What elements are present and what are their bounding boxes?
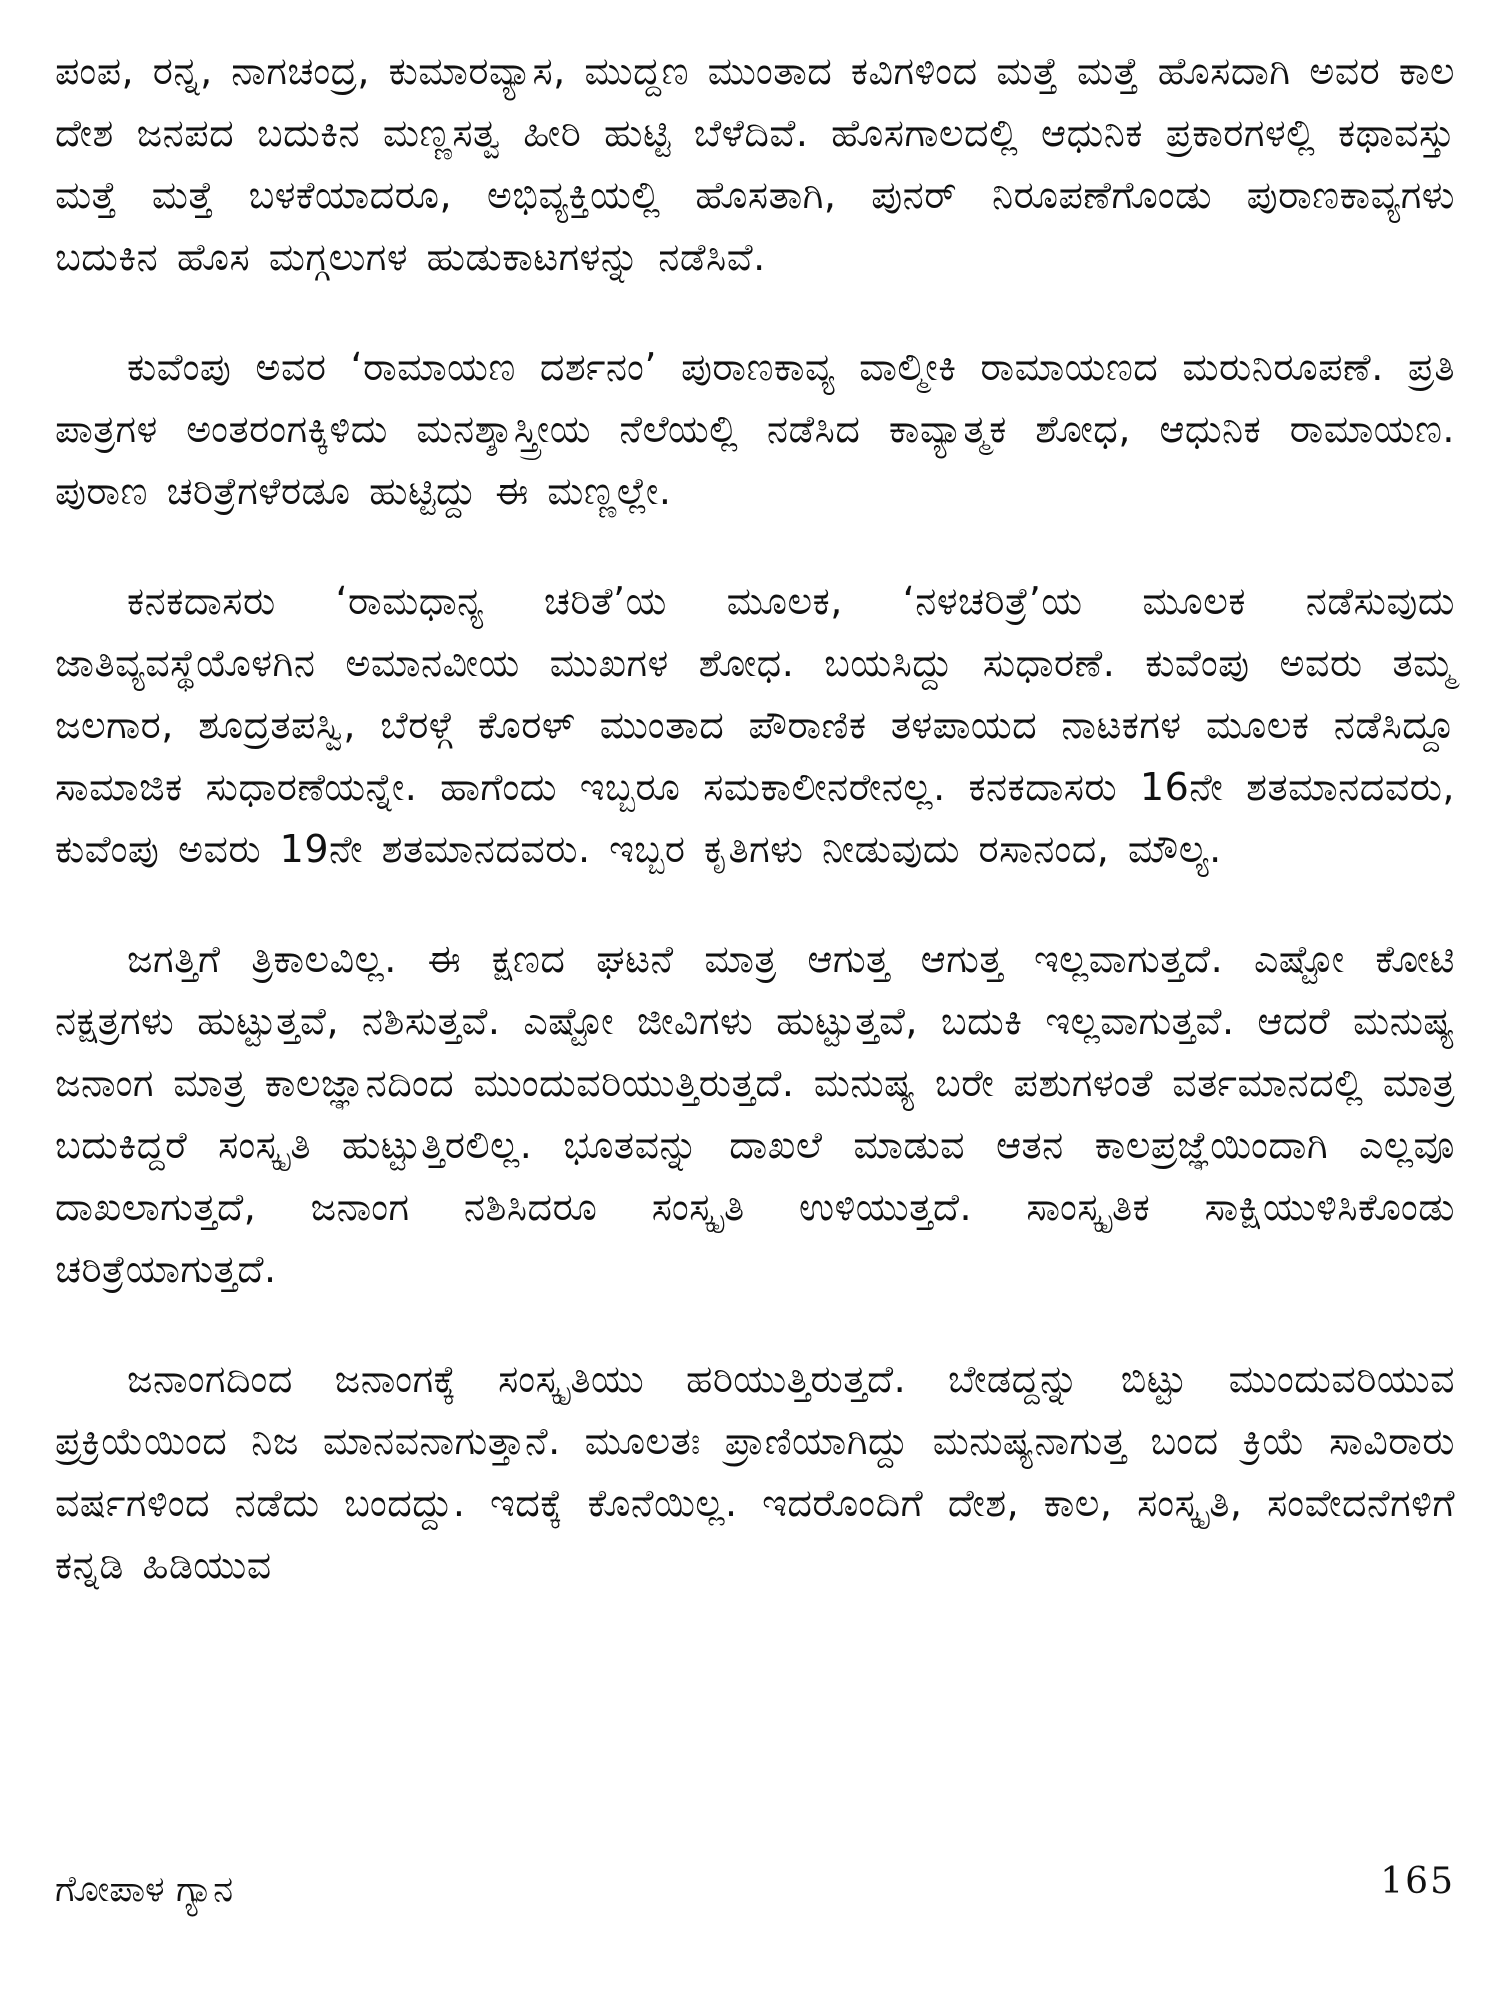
- page-body: [55, 40, 1455, 1960]
- footer-author: ಗೋಪಾಳ ಗ್ಯಾನ: [55, 1869, 234, 1910]
- paragraph-3: ಕನಕದಾಸರು ‘ರಾಮಧಾನ್ಯ ಚರಿತೆ’ಯ ಮೂಲಕ, ‘ನಳಚರಿತ್ರೆ’ಯ ಮೂಲಕ ನಡೆಸುವುದು ಜಾತಿವ್ಯವಸ್ಥೆಯೊಳಗಿನ ಅಮಾನವೀಯ ಮುಖಗಳ ಶೋಧ. ಬಯಸಿದ್ದು ಸುಧಾರಣೆ. ಕುವೆಂಪು ಅವರು ತಮ್ಮ ಜಲಗಾರ, ಶೂದ್ರತಪಸ್ವಿ, ಬೆರಳ್ಗೆ ಕೊರಳ್ ಮುಂತಾದ ಪೌರಾಣಿಕ ತಳಪಾಯದ ನಾಟಕಗಳ ಮೂಲಕ ನಡೆಸಿದ್ದೂ ಸಾಮಾಜಿಕ ಸುಧಾರಣೆಯನ್ನೇ. ಹಾಗೆಂದು ಇಬ್ಬರೂ ಸಮಕಾಲೀನರೇನಲ್ಲ. ಕನಕದಾಸರು 16ನೇ ಶತಮಾನದವರು, ಕುವೆಂಪು ಅವರು 19ನೇ ಶತಮಾನದವರು. ಇಬ್ಬರ ಕೃತಿಗಳು ನೀಡುವುದು ರಸಾನಂದ, ಮೌಲ್ಯ.: [55, 579, 1455, 871]
- page-footer: [55, 1860, 1455, 1920]
- page-number: 165: [1380, 1861, 1455, 1902]
- paragraph-2: ಕುವೆಂಪು ಅವರ ‘ರಾಮಾಯಣ ದರ್ಶನಂ’ ಪುರಾಣಕಾವ್ಯ ವಾಲ್ಮೀಕಿ ರಾಮಾಯಣದ ಮರುನಿರೂಪಣೆ. ಪ್ರತಿ ಪಾತ್ರಗಳ ಅಂತರಂಗಕ್ಕಿಳಿದು ಮನಶ್ಶಾಸ್ತ್ರೀಯ ನೆಲೆಯಲ್ಲಿ ನಡೆಸಿದ ಕಾವ್ಯಾತ್ಮಕ ಶೋಧ, ಆಧುನಿಕ ರಾಮಾಯಣ. ಪುರಾಣ ಚರಿತ್ರೆಗಳೆರಡೂ ಹುಟ್ಟಿದ್ದು ಈ ಮಣ್ಣಲ್ಲೇ.: [55, 345, 1455, 513]
- paragraph-1: ಪಂಪ, ರನ್ನ, ನಾಗಚಂದ್ರ, ಕುಮಾರವ್ಯಾಸ, ಮುದ್ದಣ ಮುಂತಾದ ಕವಿಗಳಿಂದ ಮತ್ತೆ ಮತ್ತೆ ಹೊಸದಾಗಿ ಅವರ ಕಾಲ ದೇಶ ಜನಪದ ಬದುಕಿನ ಮಣ್ಣಸತ್ವ ಹೀರಿ ಹುಟ್ಟಿ ಬೆಳೆದಿವೆ. ಹೊಸಗಾಲದಲ್ಲಿ ಆಧುನಿಕ ಪ್ರಕಾರಗಳಲ್ಲಿ ಕಥಾವಸ್ತು ಮತ್ತೆ ಮತ್ತೆ ಬಳಕೆಯಾದರೂ, ಅಭಿವ್ಯಕ್ತಿಯಲ್ಲಿ ಹೊಸತಾಗಿ, ಪುನರ್ ನಿರೂಪಣೆಗೊಂಡು ಪುರಾಣಕಾವ್ಯಗಳು ಬದುಕಿನ ಹೊಸ ಮಗ್ಗಲುಗಳ ಹುಡುಕಾಟಗಳನ್ನು ನಡೆಸಿವೆ.: [55, 49, 1455, 279]
- paragraph-4: ಜಗತ್ತಿಗೆ ತ್ರಿಕಾಲವಿಲ್ಲ. ಈ ಕ್ಷಣದ ಘಟನೆ ಮಾತ್ರ ಆಗುತ್ತ ಆಗುತ್ತ ಇಲ್ಲವಾಗುತ್ತದೆ. ಎಷ್ಟೋ ಕೋಟಿ ನಕ್ಷತ್ರಗಳು ಹುಟ್ಟುತ್ತವೆ, ನಶಿಸುತ್ತವೆ. ಎಷ್ಟೋ ಜೀವಿಗಳು ಹುಟ್ಟುತ್ತವೆ, ಬದುಕಿ ಇಲ್ಲವಾಗುತ್ತವೆ. ಆದರೆ ಮನುಷ್ಯ ಜನಾಂಗ ಮಾತ್ರ ಕಾಲಜ್ಞಾನದಿಂದ ಮುಂದುವರಿಯುತ್ತಿರುತ್ತದೆ. ಮನುಷ್ಯ ಬರೇ ಪಶುಗಳಂತೆ ವರ್ತಮಾನದಲ್ಲಿ ಮಾತ್ರ ಬದುಕಿದ್ದರೆ ಸಂಸ್ಕೃತಿ ಹುಟ್ಟುತ್ತಿರಲಿಲ್ಲ. ಭೂತವನ್ನು ದಾಖಲೆ ಮಾಡುವ ಆತನ ಕಾಲಪ್ರಜ್ಞೆಯಿಂದಾಗಿ ಎಲ್ಲವೂ ದಾಖಲಾಗುತ್ತದೆ, ಜನಾಂಗ ನಶಿಸಿದರೂ ಸಂಸ್ಕೃತಿ ಉಳಿಯುತ್ತದೆ. ಸಾಂಸ್ಕೃತಿಕ ಸಾಕ್ಷಿಯುಳಿಸಿಕೊಂಡು ಚರಿತ್ರೆಯಾಗುತ್ತದೆ.: [55, 937, 1455, 1291]
- paragraph-5: ಜನಾಂಗದಿಂದ ಜನಾಂಗಕ್ಕೆ ಸಂಸ್ಕೃತಿಯು ಹರಿಯುತ್ತಿರುತ್ತದೆ. ಬೇಡದ್ದನ್ನು ಬಿಟ್ಟು ಮುಂದುವರಿಯುವ ಪ್ರಕ್ರಿಯೆಯಿಂದ ನಿಜ ಮಾನವನಾಗುತ್ತಾನೆ. ಮೂಲತಃ ಪ್ರಾಣಿಯಾಗಿದ್ದು ಮನುಷ್ಯನಾಗುತ್ತ ಬಂದ ಕ್ರಿಯೆ ಸಾವಿರಾರು ವರ್ಷಗಳಿಂದ ನಡೆದು ಬಂದದ್ದು. ಇದಕ್ಕೆ ಕೊನೆಯಿಲ್ಲ. ಇದರೊಂದಿಗೆ ದೇಶ, ಕಾಲ, ಸಂಸ್ಕೃತಿ, ಸಂವೇದನೆಗಳಿಗೆ ಕನ್ನಡಿ ಹಿಡಿಯುವ: [55, 1357, 1455, 1587]
